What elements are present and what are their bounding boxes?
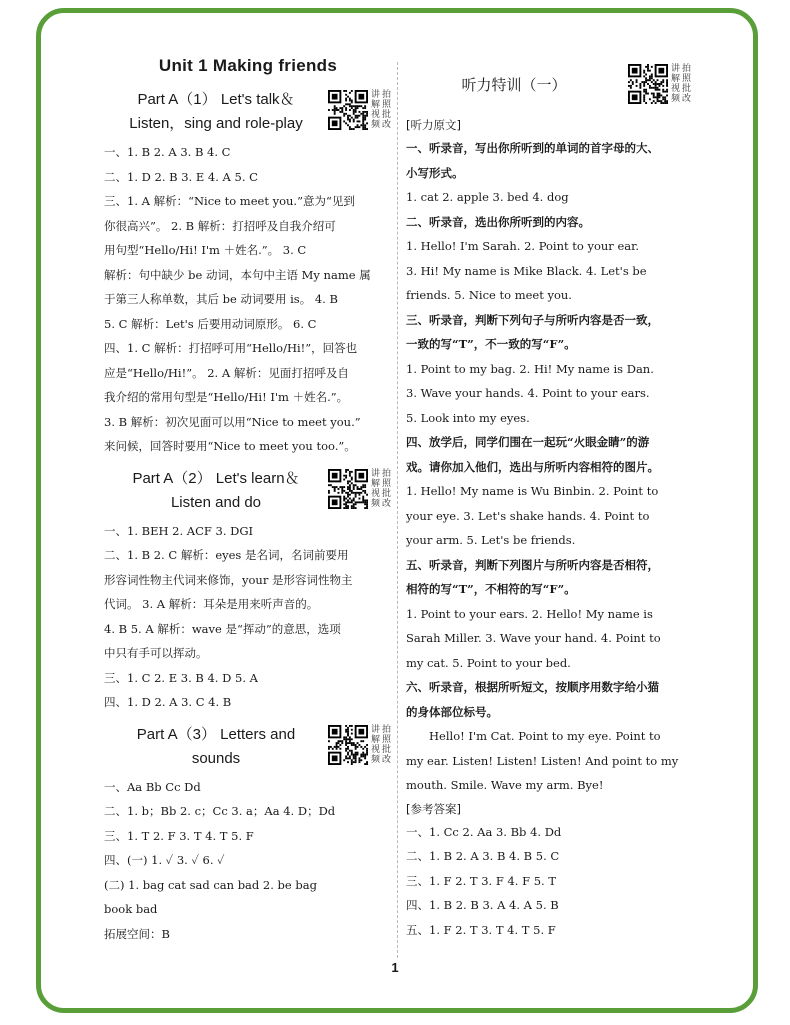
answer-line: 形容词性物主代词来修饰，your 是形容词性物主 [104, 572, 353, 587]
answer-line: 一、Aa Bb Cc Dd [104, 779, 201, 794]
question-instruction: 的身体部位标号。 [406, 704, 498, 719]
qr-group[interactable] [328, 725, 392, 765]
answer-line: 代词。 3. A 解析：耳朵是用来听声音的。 [104, 597, 319, 611]
transcript-line: 1. cat 2. apple 3. bed 4. dog [406, 190, 569, 204]
left-column [104, 56, 392, 946]
transcript-line: 5. Look into my eyes. [406, 410, 530, 425]
answer-line: 四、1. C 解析：打招呼可用“Hello/Hi!”，回答也 [104, 341, 358, 355]
answer-line: 来问候，回答时要用“Nice to meet you too.”。 [104, 439, 356, 453]
answer-line: 于第三人称单数，其后 be 动词要用 is。 4. B [104, 292, 338, 306]
section-title-line: Part A（3） Letters and [136, 725, 296, 743]
qr-code-icon[interactable] [328, 90, 368, 130]
question-instruction: 五、听录音，判断下列图片与所听内容是否相符， [406, 557, 659, 572]
qr-group[interactable] [328, 469, 392, 509]
qr-code-icon[interactable] [628, 64, 668, 104]
qr-label: 讲 拍 解 照 视 批 频 改 [670, 64, 691, 104]
section-title-line: Listen and do [170, 493, 262, 511]
answer-line: 一、1. B 2. A 3. B 4. C [104, 145, 231, 159]
transcript-line: Sarah Miller. 3. Wave your hand. 4. Point to [406, 631, 661, 645]
section-header [104, 467, 392, 515]
answer-line: 解析：句中缺少 be 动词，本句中主语 My name 属 [104, 267, 371, 282]
question-instruction: 二、听录音，选出你所听到的内容。 [406, 214, 590, 229]
answer-line: 三、1. T 2. F 3. T 4. T 5. F [104, 828, 254, 843]
answer-line: 三、1. C 2. E 3. B 4. D 5. A [104, 670, 258, 685]
transcript-line: 1. Point to your ears. 2. Hello! My name is [406, 606, 653, 621]
qr-group[interactable] [628, 64, 692, 104]
question-instruction: 三、听录音，判断下列句子与所听内容是否一致， [406, 312, 659, 327]
section-title-line: Part A（1） Let's talk＆ [137, 91, 295, 108]
answers-label: [参考答案] [406, 801, 461, 816]
answer-line: 用句型“Hello/Hi! I'm ＋姓名.”。 3. C [104, 243, 307, 257]
answer-line: 三、1. F 2. T 3. F 4. F 5. T [406, 873, 557, 888]
transcript-line: 3. Hi! My name is Mike Black. 4. Let's be [406, 263, 647, 278]
answer-line: book bad [104, 902, 158, 916]
transcript-line: your arm. 5. Let's be friends. [406, 533, 576, 547]
column-divider [397, 62, 398, 958]
section-title-line: Part A（2） Let's learn＆ [132, 469, 300, 487]
transcript-line: friends. 5. Nice to meet you. [406, 288, 572, 302]
right-column [406, 56, 692, 942]
answer-line: (二) 1. bag cat sad can bad 2. be bag [104, 877, 317, 892]
answers [406, 820, 692, 943]
answer-line: 一、1. Cc 2. Aa 3. Bb 4. Dd [406, 824, 562, 839]
question-instruction: 戏。请你加入他们，选出与所听内容相符的图片。 [406, 459, 659, 474]
answer-line: 四、(一) 1. ✓ 3. ✓ 6. ✓ [104, 853, 225, 867]
answer-line: 五、1. F 2. T 3. T 4. T 5. F [406, 922, 556, 937]
section-title-line: Listen，sing and role-play [129, 115, 303, 132]
answer-line: 一、1. BEH 2. ACF 3. DGI [104, 523, 254, 538]
transcript-line: my ear. Listen! Listen! Listen! And point to my [406, 753, 679, 768]
question-instruction: 一、听录音，写出你所听到的单词的首字母的大、 [406, 141, 659, 155]
answer-line: 二、1. B 2. C 解析：eyes 是名词，名词前要用 [104, 548, 349, 562]
transcript-line: Hello! I'm Cat. Point to my eye. Point to [429, 729, 661, 743]
question-instruction: 六、听录音，根据所听短文，按顺序用数字给小猫 [406, 680, 659, 694]
transcript-line: 1. Hello! My name is Wu Binbin. 2. Point to [406, 484, 659, 498]
left-sections [104, 88, 392, 946]
answer-line: 四、1. B 2. B 3. A 4. A 5. B [406, 898, 559, 912]
answer-line: 3. B 解析：初次见面可以用“Nice to meet you.” [104, 414, 361, 429]
transcript-line: mouth. Smile. Wave my arm. Bye! [406, 778, 604, 792]
answer-line: 二、1. b；Bb 2. c；Cc 3. a；Aa 4. D；Dd [104, 804, 336, 818]
transcript-line: 1. Hello! I'm Sarah. 2. Point to your ear. [406, 239, 640, 253]
transcript-line: your eye. 3. Let's shake hands. 4. Point to [406, 508, 650, 523]
qr-code-icon[interactable] [328, 725, 368, 765]
answer-line: 你很高兴”。 2. B 解析：打招呼及自我介绍可 [104, 218, 336, 233]
section-header [104, 723, 392, 771]
answer-line: 二、1. B 2. A 3. B 4. B 5. C [406, 849, 560, 863]
answer-line: 应是“Hello/Hi!”。 2. A 解析：见面打招呼及自 [104, 365, 349, 380]
section-header [104, 88, 392, 136]
answer-line: 二、1. D 2. B 3. E 4. A 5. C [104, 169, 258, 184]
qr-group[interactable] [328, 90, 392, 130]
question-instruction: 一致的写“T”，不一致的写“F”。 [406, 337, 576, 351]
qr-label: 讲 拍 解 照 视 批 频 改 [370, 90, 391, 130]
answer-line: 我介绍的常用句型是“Hello/Hi! I'm ＋姓名.”。 [104, 390, 349, 404]
transcript-line: 1. Point to my bag. 2. Hi! My name is Dan. [406, 361, 654, 376]
right-header [406, 56, 692, 114]
answer-line: 三、1. A 解析：“Nice to meet you.”意为“见到 [104, 194, 355, 208]
answer-line: 5. C 解析：Let's 后要用动词原形。 6. C [104, 316, 317, 331]
question-instruction: 小写形式。 [406, 165, 464, 180]
transcript-line: my cat. 5. Point to your bed. [406, 655, 571, 670]
answer-line: 拓展空间：B [104, 926, 170, 941]
transcript [406, 136, 692, 798]
question-instruction: 四、放学后，同学们围在一起玩“火眼金睛”的游 [406, 435, 650, 449]
transcript-label: [听力原文] [406, 118, 461, 132]
qr-code-icon[interactable] [328, 469, 368, 509]
unit-title: Unit 1 Making friends [158, 56, 338, 75]
listening-title: 听力特训（一） [461, 76, 567, 94]
qr-label: 讲 拍 解 照 视 批 频 改 [370, 468, 391, 509]
section-title-line: sounds [191, 749, 241, 767]
transcript-line: 3. Wave your hands. 4. Point to your ears. [406, 386, 650, 400]
answer-line: 4. B 5. A 解析：wave 是“挥动”的意思，选项 [104, 621, 341, 636]
answer-line: 四、1. D 2. A 3. C 4. B [104, 695, 232, 709]
question-instruction: 相符的写“T”，不相符的写“F”。 [406, 582, 576, 596]
answer-line: 中只有手可以挥动。 [104, 646, 208, 660]
qr-label: 讲 拍 解 照 视 批 频 改 [370, 724, 391, 765]
page-number: 1 [391, 960, 399, 975]
